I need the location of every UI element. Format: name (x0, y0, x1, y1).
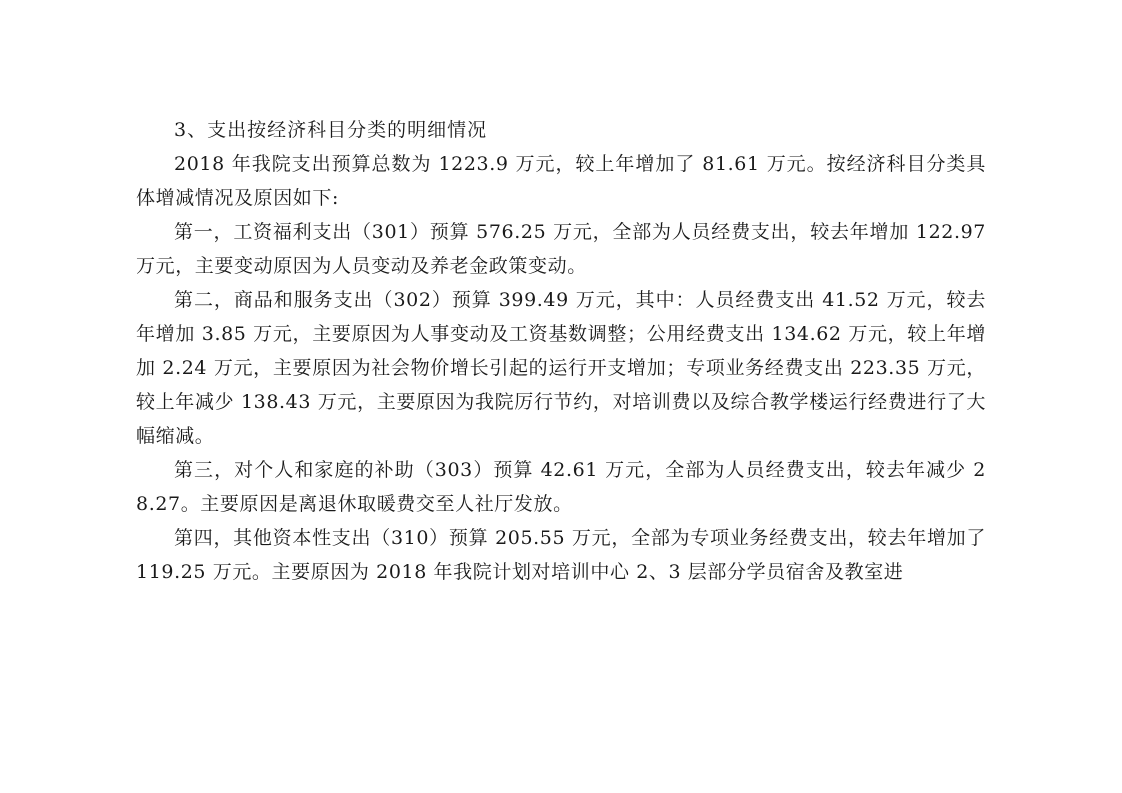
section-heading: 3、支出按经济科目分类的明细情况 (174, 119, 488, 141)
paragraph-wages-welfare: 第一，工资福利支出（301）预算 576.25 万元，全部为人员经费支出，较去年增加 122.97 万元，主要变动原因为人员变动及养老金政策变动。 (136, 221, 986, 277)
paragraph-capital-expenditure: 第四，其他资本性支出（310）预算 205.55 万元，全部为专项业务经费支出，较去年增加了 119.25 万元。主要原因为 2018 年我院计划对培训中心 2、3 层部分学员宿舍及教室进 (136, 527, 986, 583)
paragraph-household-subsidy: 第三，对个人和家庭的补助（303）预算 42.61 万元，全部为人员经费支出，较去年减少 28.27。主要原因是离退休取暖费交至人社厅发放。 (136, 459, 986, 515)
document-body (136, 113, 986, 589)
paragraph-goods-services: 第二，商品和服务支出（302）预算 399.49 万元，其中：人员经费支出 41.52 万元，较去年增加 3.85 万元，主要原因为人事变动及工资基数调整；公用经费支出 134.62 万元，较上年增加 2.24 万元，主要原因为社会物价增长引起的运行开支增加；专项业务经费支出 223.35 万元，较上年减少 138.43 万元，主要原因为我院厉行节约，对培训费以及综合教学楼运行经费进行了大幅缩减。 (136, 289, 986, 447)
paragraph-total-budget: 2018 年我院支出预算总数为 1223.9 万元，较上年增加了 81.61 万元。按经济科目分类具体增减情况及原因如下: (136, 153, 986, 209)
